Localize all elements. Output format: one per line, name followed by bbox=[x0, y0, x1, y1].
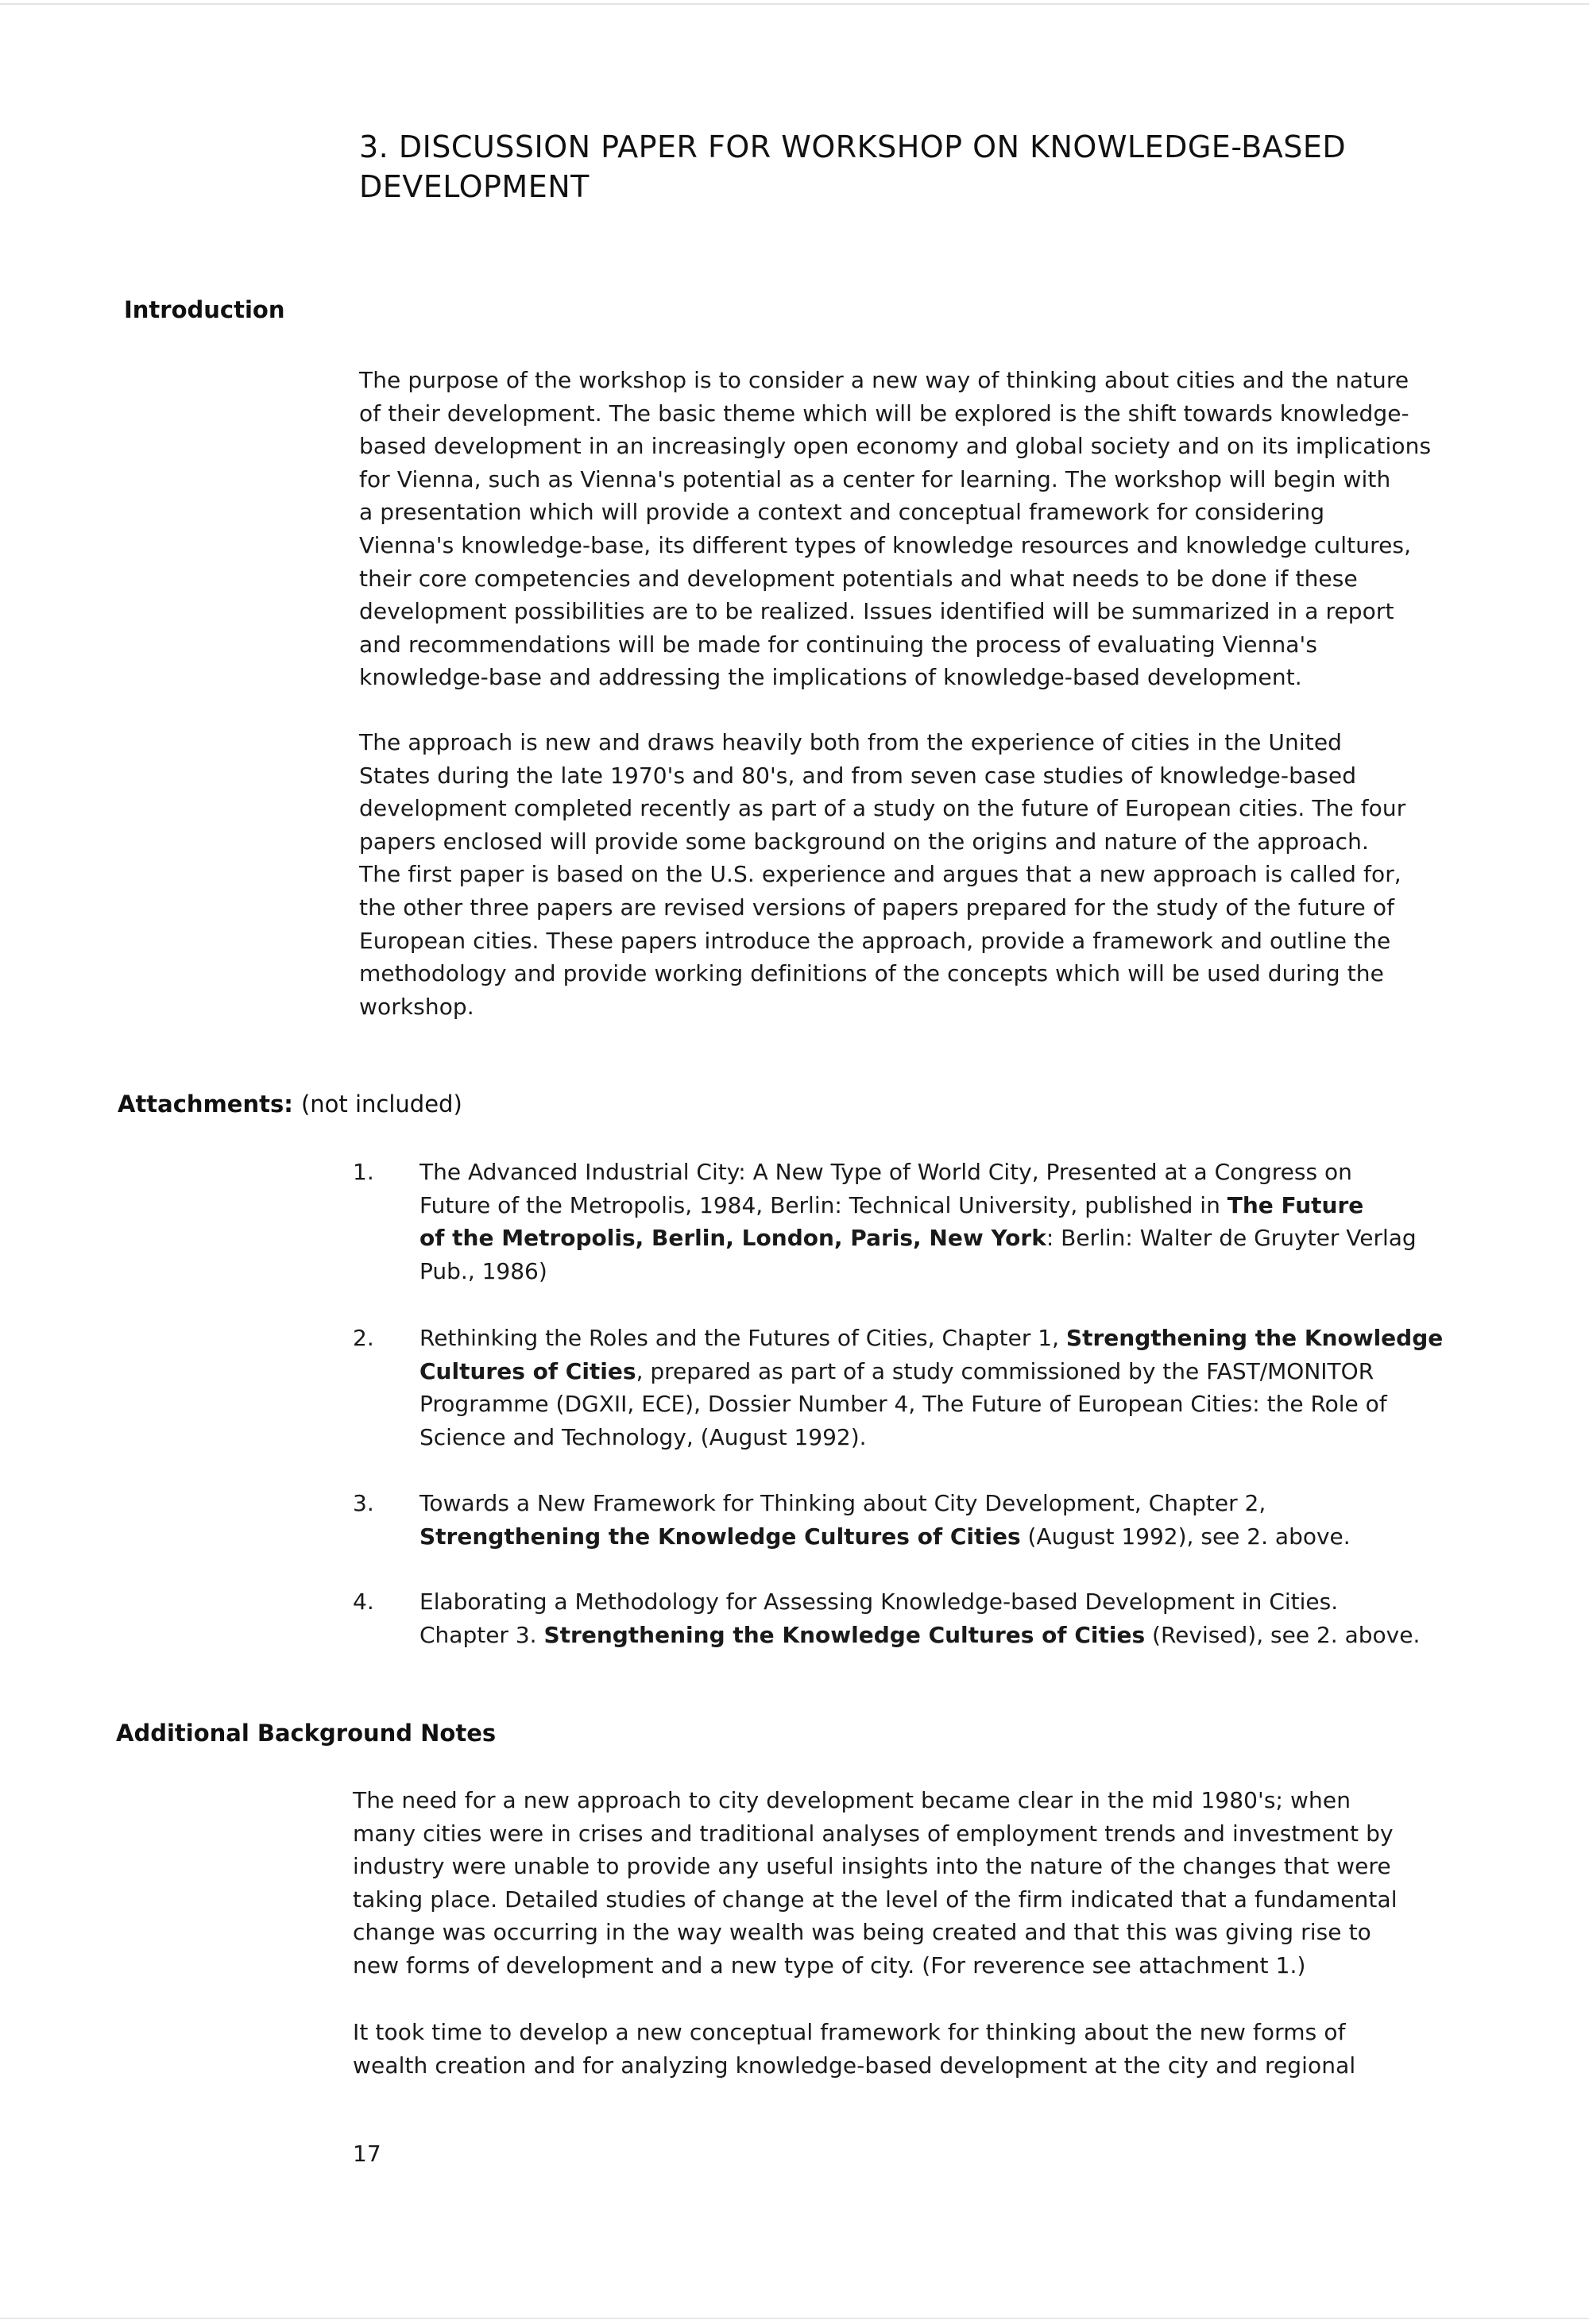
text-line: industry were unable to provide any useful insights into the nature of the changes that were bbox=[353, 1853, 1391, 1880]
text-line bbox=[419, 1619, 1420, 1652]
attachments-note: (not included) bbox=[300, 1091, 462, 1118]
book-title: of the Metropolis, Berlin, London, Paris, New York bbox=[419, 1225, 1046, 1252]
text-line: It took time to develop a new conceptual framework for thinking about the new forms of bbox=[353, 2019, 1346, 2045]
text-line: Towards a New Framework for Thinking about City Development, Chapter 2, bbox=[419, 1490, 1266, 1516]
text-line bbox=[419, 1355, 1443, 1388]
page-number: 17 bbox=[353, 2141, 381, 2167]
text-line: Pub., 1986) bbox=[419, 1257, 547, 1284]
book-title: Strengthening the Knowledge Cultures of Cities bbox=[419, 1523, 1021, 1550]
text-line: development possibilities are to be realized. Issues identified will be summarized in a report bbox=[359, 598, 1394, 625]
text-run: Chapter 3. bbox=[419, 1621, 544, 1648]
text-line: knowledge-base and addressing the implications of knowledge-based development. bbox=[359, 664, 1302, 691]
text-line: Programme (DGXII, ECE), Dossier Number 4, The Future of European Cities: the Role of bbox=[419, 1391, 1387, 1418]
page-title-line-2: DEVELOPMENT bbox=[359, 169, 590, 204]
text-line: The Advanced Industrial City: A New Type of World City, Presented at a Congress on bbox=[419, 1159, 1352, 1185]
text-line bbox=[419, 1222, 1417, 1255]
attachment-text bbox=[419, 1156, 1417, 1287]
text-line: based development in an increasingly open economy and global society and on its implications bbox=[359, 433, 1432, 460]
book-title: Cultures of Cities bbox=[419, 1357, 636, 1384]
bottom-edge-rule bbox=[0, 2318, 1589, 2319]
text-line bbox=[419, 1189, 1417, 1222]
attachment-text bbox=[419, 1322, 1443, 1453]
text-line: The need for a new approach to city development became clear in the mid 1980's; when bbox=[353, 1787, 1351, 1813]
list-number: 3. bbox=[353, 1490, 374, 1516]
text-line: Vienna's knowledge-base, its different types of knowledge resources and knowledge cultures, bbox=[359, 531, 1412, 558]
text-line: new forms of development and a new type of city. (For reverence see attachment 1.) bbox=[353, 1951, 1306, 1978]
text-line: and recommendations will be made for continuing the process of evaluating Vienna's bbox=[359, 631, 1318, 658]
text-run: Rethinking the Roles and the Futures of Cities, Chapter 1, bbox=[419, 1325, 1066, 1351]
list-number: 4. bbox=[353, 1589, 374, 1615]
text-line: European cities. These papers introduce the approach, provide a framework and outline the bbox=[359, 927, 1391, 954]
text-line: taking place. Detailed studies of change at the level of the firm indicated that a fundamental bbox=[353, 1886, 1398, 1913]
attachments-heading bbox=[118, 1088, 462, 1120]
top-edge-rule bbox=[0, 3, 1589, 5]
background-paragraph-1 bbox=[353, 1784, 1398, 1982]
text-line: their core competencies and development potentials and what needs to be done if these bbox=[359, 565, 1358, 592]
text-line: workshop. bbox=[359, 993, 474, 1020]
text-line bbox=[419, 1322, 1443, 1355]
book-title: Strengthening the Knowledge Cultures of Cities bbox=[543, 1621, 1146, 1648]
text-run: (Revised), see 2. above. bbox=[1145, 1621, 1421, 1648]
introduction-paragraph-2 bbox=[359, 726, 1405, 1023]
text-line: wealth creation and for analyzing knowledge-based development at the city and regional bbox=[353, 2052, 1356, 2079]
text-line: a presentation which will provide a context and conceptual framework for considering bbox=[359, 499, 1325, 526]
text-line bbox=[419, 1520, 1351, 1554]
attachment-text bbox=[419, 1585, 1420, 1651]
text-line: The first paper is based on the U.S. experience and argues that a new approach is called for, bbox=[359, 861, 1401, 888]
list-number: 2. bbox=[353, 1325, 374, 1351]
list-number: 1. bbox=[353, 1159, 374, 1185]
text-line: The approach is new and draws heavily both from the experience of cities in the United bbox=[359, 729, 1343, 755]
text-run: (August 1992), see 2. above. bbox=[1020, 1523, 1351, 1550]
background-paragraph-2 bbox=[353, 2016, 1355, 2082]
text-line: methodology and provide working definitions of the concepts which will be used during the bbox=[359, 960, 1384, 987]
page-title bbox=[359, 127, 1456, 207]
introduction-heading: Introduction bbox=[124, 296, 285, 323]
text-line: Elaborating a Methodology for Assessing Knowledge-based Development in Cities. bbox=[419, 1589, 1339, 1615]
text-run: Future of the Metropolis, 1984, Berlin: Technical University, published in bbox=[419, 1191, 1228, 1218]
introduction-paragraph-1 bbox=[359, 364, 1431, 694]
text-line: many cities were in crises and traditional analyses of employment trends and investment by bbox=[353, 1820, 1394, 1847]
text-line: change was occurring in the way wealth was being created and that this was giving rise to bbox=[353, 1919, 1371, 1946]
book-title: The Future bbox=[1227, 1191, 1364, 1218]
text-line: Science and Technology, (August 1992). bbox=[419, 1423, 867, 1450]
text-run: : Berlin: Walter de Gruyter Verlag bbox=[1046, 1225, 1417, 1252]
text-line: for Vienna, such as Vienna's potential as a center for learning. The workshop will begin with bbox=[359, 465, 1391, 492]
text-line: of their development. The basic theme which will be explored is the shift towards knowledge- bbox=[359, 400, 1409, 427]
background-heading: Additional Background Notes bbox=[116, 1720, 497, 1747]
attachment-text bbox=[419, 1487, 1351, 1553]
text-line: States during the late 1970's and 80's, and from seven case studies of knowledge-based bbox=[359, 762, 1357, 789]
page-title-line-1: 3. DISCUSSION PAPER FOR WORKSHOP ON KNOWLEDGE-BASED bbox=[359, 129, 1347, 164]
text-run: , prepared as part of a study commissioned by the FAST/MONITOR bbox=[636, 1357, 1374, 1384]
text-line: development completed recently as part of a study on the future of European cities. The four bbox=[359, 795, 1406, 822]
text-line: papers enclosed will provide some background on the origins and nature of the approach. bbox=[359, 828, 1369, 855]
book-title: Strengthening the Knowledge bbox=[1065, 1325, 1444, 1351]
attachments-heading-label: Attachments: bbox=[118, 1091, 293, 1118]
text-line: the other three papers are revised versions of papers prepared for the study of the future of bbox=[359, 894, 1395, 921]
text-line: The purpose of the workshop is to consider a new way of thinking about cities and the nature bbox=[359, 367, 1409, 393]
